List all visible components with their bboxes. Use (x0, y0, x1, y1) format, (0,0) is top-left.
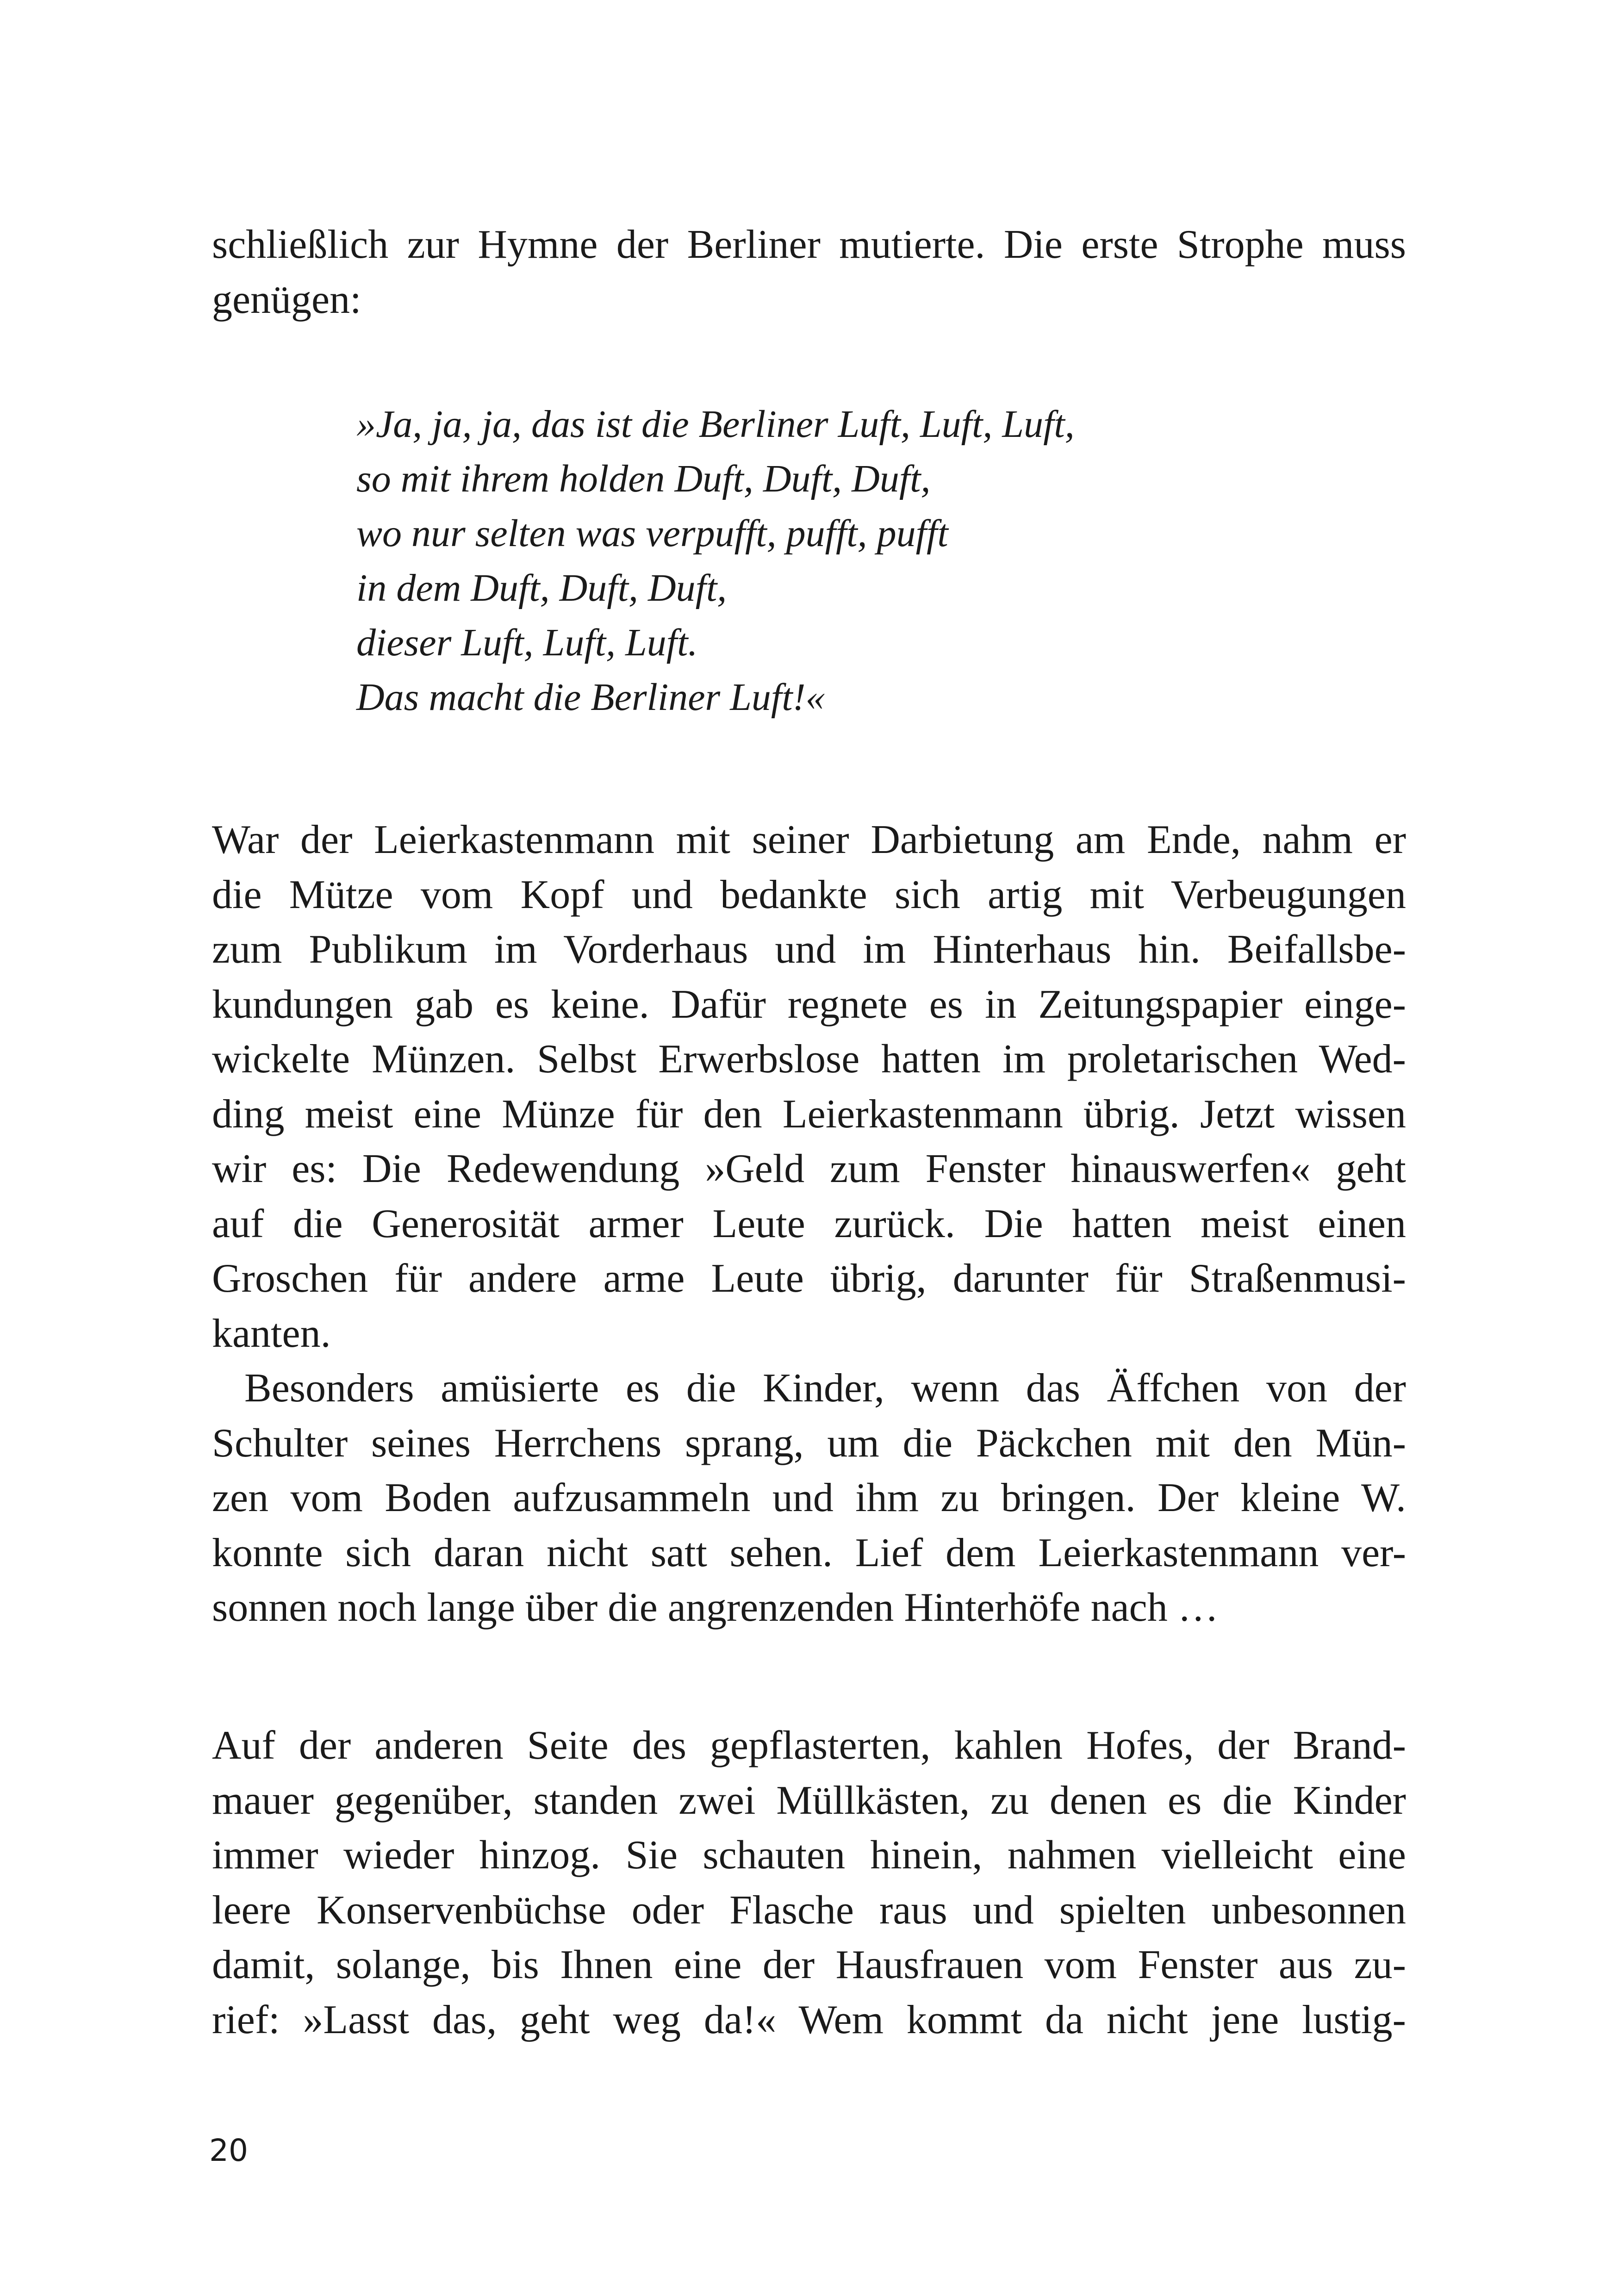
verse-line: Das macht die Berliner Luft!« (356, 676, 825, 719)
page-number: 20 (209, 2133, 248, 2168)
verse-line: so mit ihrem holden Duft, Duft, Duft, (356, 457, 931, 500)
text-line: auf die Generosität armer Leute zurück. Die hatten meist einen (212, 1201, 1406, 1246)
verse-line: in dem Duft, Duft, Duft, (356, 566, 727, 610)
text-line: rief: »Lasst das, geht weg da!« Wem kommt da nicht jene lustig- (212, 1997, 1406, 2042)
text-line: wickelte Münzen. Selbst Erwerbslose hatten im proletarischen Wed- (212, 1037, 1406, 1082)
text-line: Auf der anderen Seite des gepflasterten, kahlen Hofes, der Brand- (212, 1723, 1406, 1768)
text-line: die Mütze vom Kopf und bedankte sich artig mit Verbeugungen (212, 872, 1406, 917)
verse-line: »Ja, ja, ja, das ist die Berliner Luft, Luft, Luft, (356, 403, 1075, 446)
text-line: War der Leierkastenmann mit seiner Darbietung am Ende, nahm er (212, 817, 1406, 862)
text-line: leere Konservenbüchse oder Flasche raus und spielten unbesonnen (212, 1887, 1406, 1933)
text-line: zen vom Boden aufzusammeln und ihm zu bringen. Der kleine W. (212, 1475, 1406, 1520)
song-verse (356, 397, 1075, 725)
text-line: ding meist eine Münze für den Leierkastenmann übrig. Jetzt wissen (212, 1091, 1406, 1137)
text-line: mauer gegenüber, standen zwei Müllkästen, zu denen es die Kinder (212, 1778, 1406, 1823)
text-line: genügen: (212, 277, 361, 322)
text-line: schließlich zur Hymne der Berliner mutierte. Die erste Strophe muss (212, 222, 1406, 267)
text-line: zum Publikum im Vorderhaus und im Hinterhaus hin. Beifallsbe- (212, 927, 1406, 972)
verse-line: wo nur selten was verpufft, pufft, pufft (356, 512, 948, 555)
text-line: damit, solange, bis Ihnen eine der Hausfrauen vom Fenster aus zu- (212, 1942, 1406, 1987)
text-line: kanten. (212, 1311, 331, 1356)
text-line: wir es: Die Redewendung »Geld zum Fenster hinauswerfen« geht (212, 1146, 1406, 1191)
text-line: kundungen gab es keine. Dafür regnete es in Zeitungspapier einge- (212, 982, 1406, 1027)
paragraph-aeffchen-cont (212, 1416, 1406, 1636)
intro-paragraph (212, 218, 1406, 327)
paragraph-aeffchen (212, 1361, 1406, 1416)
paragraph-hof (212, 1718, 1406, 2047)
text-line: konnte sich daran nicht satt sehen. Lief dem Leierkastenmann ver- (212, 1530, 1406, 1575)
text-line: Groschen für andere arme Leute übrig, darunter für Straßenmusi- (212, 1256, 1406, 1301)
main-text (212, 813, 1406, 1636)
text-line: Schulter seines Herrchens sprang, um die Päckchen mit den Mün- (212, 1420, 1406, 1466)
verse-line: dieser Luft, Luft, Luft. (356, 621, 698, 664)
text-line: immer wieder hinzog. Sie schauten hinein, nahmen vielleicht eine (212, 1833, 1406, 1878)
paragraph-leierkastenmann (212, 813, 1406, 1361)
text-line: sonnen noch lange über die angrenzenden Hinterhöfe nach … (212, 1585, 1219, 1630)
text-line: Besonders amüsierte es die Kinder, wenn das Äffchen von der (244, 1366, 1406, 1411)
